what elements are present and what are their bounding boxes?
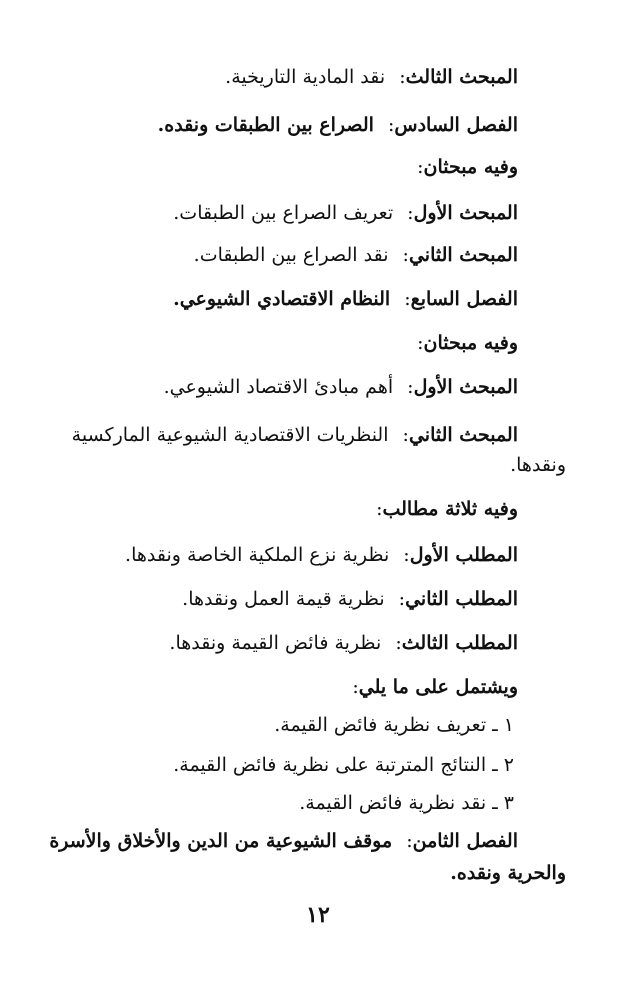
entry-text: النظريات الاقتصادية الشيوعية الماركسية: [71, 424, 389, 446]
toc-entry: الفصل السابع: النظام الاقتصادي الشيوعي.: [173, 288, 518, 310]
toc-entry: المطلب الثاني: نظرية قيمة العمل ونقدها.: [182, 588, 518, 610]
toc-entry: المبحث الثالث: نقد المادية التاريخية.: [225, 66, 518, 88]
toc-entry: وفيه مبحثان:: [417, 332, 518, 354]
toc-entry: المبحث الثاني: النظريات الاقتصادية الشيوعية الماركسية: [71, 424, 518, 446]
entry-text: أهم مبادئ الاقتصاد الشيوعي.: [163, 376, 394, 398]
toc-entry: وفيه ثلاثة مطالب:: [376, 498, 518, 520]
toc-entry: المبحث الثاني: نقد الصراع بين الطبقات.: [193, 244, 518, 266]
entry-label: الفصل الثامن: [412, 830, 518, 852]
toc-entry: ويشتمل على ما يلي:: [352, 676, 518, 698]
entry-continuation: ونقدها.: [510, 454, 566, 476]
entry-label: الفصل السادس: [394, 114, 518, 136]
list-item: [40, 710, 514, 740]
toc-entry: المبحث الأول: أهم مبادئ الاقتصاد الشيوعي.: [163, 376, 518, 398]
toc-entry: الفصل السادس: الصراع بين الطبقات ونقده.: [157, 114, 518, 136]
entry-text: نظرية نزع الملكية الخاصة ونقدها.: [125, 544, 390, 566]
entry-text: تعريف الصراع بين الطبقات.: [173, 202, 394, 224]
list-item-text: ٢ ـ النتائج المترتبة على نظرية فائض القيمة.: [173, 754, 514, 776]
entry-text: نقد الصراع بين الطبقات.: [193, 244, 389, 266]
entry-text: نقد المادية التاريخية.: [225, 66, 386, 88]
entry-label: المطلب الثالث: [401, 632, 518, 654]
toc-entry: المطلب الثالث: نظرية فائض القيمة ونقدها.: [169, 632, 518, 654]
toc-entry: وفيه مبحثان:: [417, 156, 518, 178]
entry-label: المبحث الأول: [413, 376, 518, 398]
list-item: [40, 788, 514, 818]
entry-continuation: والحرية ونقده.: [450, 862, 566, 884]
entry-label: المبحث الأول: [413, 202, 518, 224]
entry-label: ويشتمل على ما يلي: [358, 676, 518, 698]
list-item-text: ١ ـ تعريف نظرية فائض القيمة.: [274, 714, 514, 736]
list-item-text: ٣ ـ نقد نظرية فائض القيمة.: [299, 792, 514, 814]
toc-entry: المطلب الأول: نظرية نزع الملكية الخاصة ونقدها.: [125, 544, 518, 566]
entry-label: المطلب الأول: [409, 544, 518, 566]
entry-label: المطلب الثاني: [405, 588, 518, 610]
list-item: [40, 750, 514, 780]
entry-label: وفيه مبحثان: [423, 156, 518, 178]
entry-label: المبحث الثالث: [405, 66, 518, 88]
entry-text: النظام الاقتصادي الشيوعي.: [173, 288, 391, 310]
entry-text: نظرية فائض القيمة ونقدها.: [169, 632, 382, 654]
entry-label: الفصل السابع: [410, 288, 518, 310]
page-number: ١٢: [306, 902, 330, 928]
entry-text: موقف الشيوعية من الدين والأخلاق والأسرة: [49, 830, 393, 852]
toc-entry: المبحث الأول: تعريف الصراع بين الطبقات.: [173, 202, 518, 224]
toc-entry: الفصل الثامن: موقف الشيوعية من الدين والأخلاق والأسرة: [49, 830, 518, 852]
entry-text: الصراع بين الطبقات ونقده.: [157, 114, 374, 136]
entry-label: المبحث الثاني: [408, 244, 518, 266]
entry-label: وفيه مبحثان: [423, 332, 518, 354]
entry-text: نظرية قيمة العمل ونقدها.: [182, 588, 385, 610]
entry-label: المبحث الثاني: [408, 424, 518, 446]
entry-label: وفيه ثلاثة مطالب: [382, 498, 518, 520]
